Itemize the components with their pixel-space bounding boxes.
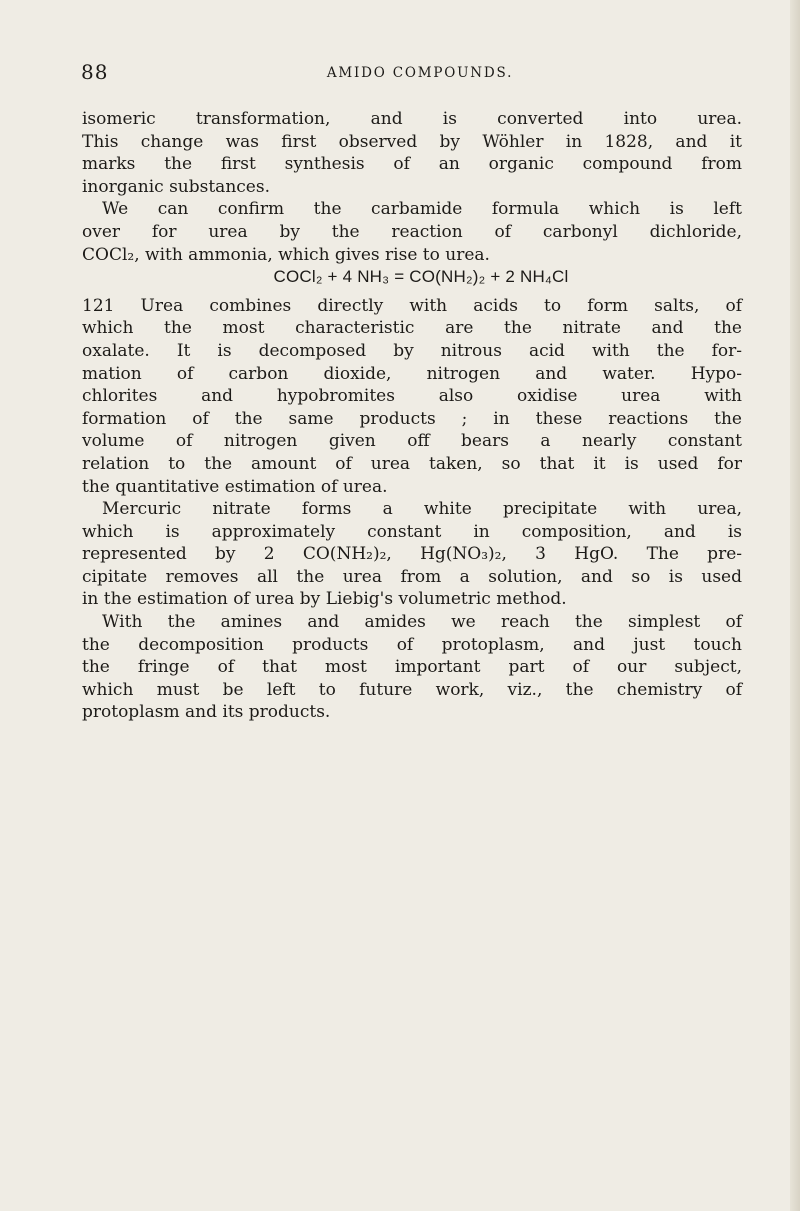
section-121-start-line: 121 Urea combines directly with acids to form salts, of	[82, 295, 742, 316]
text-line: represented by 2 CO(NH₂)₂, Hg(NO₃)₂, 3 HgO. The pre-	[82, 544, 742, 565]
paragraph-start-line: We can confirm the carbamide formula which is left	[102, 199, 742, 220]
page-number: 88	[81, 60, 109, 84]
text-line: over for urea by the reaction of carbonyl dichloride,	[82, 221, 742, 242]
page-edge-shadow	[790, 0, 800, 1211]
running-head	[0, 64, 800, 82]
page-body	[82, 108, 742, 724]
text-line: relation to the amount of urea taken, so that it is used for	[82, 453, 742, 474]
text-line: COCl₂, with ammonia, which gives rise to urea.	[82, 244, 490, 265]
text-line: formation of the same products ; in these reactions the	[82, 408, 742, 429]
paragraph-start-line: With the amines and amides we reach the simplest of	[102, 612, 742, 633]
text-line: oxalate. It is decomposed by nitrous acid with the for-	[82, 340, 742, 361]
text-line: which is approximately constant in composition, and is	[82, 521, 742, 542]
text-line: isomeric transformation, and is converted into urea.	[82, 109, 742, 129]
text-line: cipitate removes all the urea from a solution, and so is used	[82, 566, 742, 587]
text-line: mation of carbon dioxide, nitrogen and water. Hypo-	[82, 363, 742, 384]
text-line: inorganic substances.	[82, 176, 270, 197]
text-line: This change was first observed by Wöhler in 1828, and it	[82, 131, 742, 152]
text-line: marks the first synthesis of an organic compound from	[82, 154, 742, 175]
text-line: the fringe of that most important part of our subject,	[82, 657, 742, 678]
text-line: which the most characteristic are the nitrate and the	[82, 318, 742, 339]
text-line: protoplasm and its products.	[82, 702, 331, 723]
text-line: the quantitative estimation of urea.	[82, 476, 388, 497]
text-line: the decomposition products of protoplasm, and just touch	[82, 634, 742, 655]
text-line: chlorites and hypobromites also oxidise urea with	[82, 386, 742, 407]
text-line: which must be left to future work, viz., the chemistry of	[82, 679, 742, 700]
paragraph-start-line: Mercuric nitrate forms a white precipitate with urea,	[102, 499, 742, 520]
chemical-equation: COCl₂ + 4 NH₃ = CO(NH₂)₂ + 2 NH₄Cl	[273, 267, 569, 287]
text-line: volume of nitrogen given off bears a nearly constant	[82, 431, 742, 452]
running-head-text: AMIDO COMPOUNDS.	[326, 65, 514, 81]
text-line: in the estimation of urea by Liebig's volumetric method.	[82, 589, 567, 610]
